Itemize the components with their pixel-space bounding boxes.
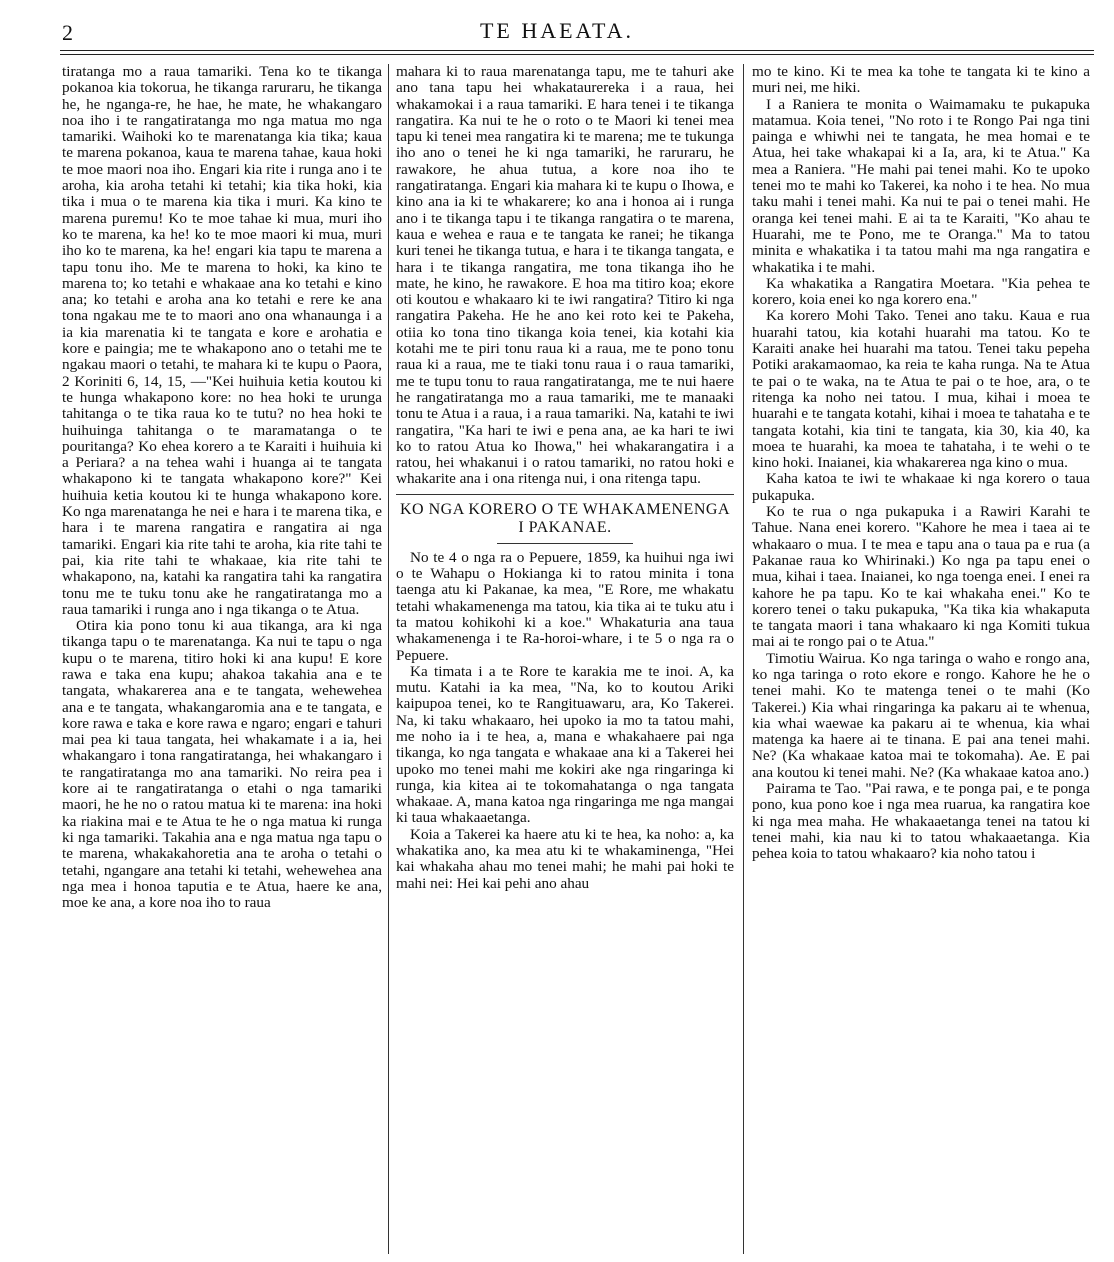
column-3 — [752, 64, 1090, 1256]
article-paragraph: Ka whakatika a Rangatira Moetara. "Kia pehea te korero, koia enei ko nga korero ena." — [752, 274, 1090, 309]
article-paragraph: I a Raniera te monita o Waimamaku te pukapuka matamua. Koia tenei, "No roto i te Rongo Pai nga tini painga e whiwhi nei te tangata, he mea homai e te Atua, hei take whakapai ki a Ia, ara, ki te Atua." Ka mea a Raniera. "He mahi pai tenei mahi. Ko te upoko tenei mo te mahi ko Takerei, ka noho i te hea. No mua taku mahi i tenei mahi. Ka nui te pai o tenei mahi. He oranga kei tenei mahi. E ai ta te Karaiti, "Ko ahau te Huarahi, me te Pono, me te Oranga." Ma to tatou minita e whakatika i ta tatou mahi ma nga rangatira e whakatika i te mahi. — [752, 95, 1090, 276]
article-paragraph: Kaha katoa te iwi te whakaae ki nga korero o taua pukapuka. — [752, 470, 1090, 504]
article-paragraph: Ka korero Mohi Tako. Tenei ano taku. Kaua e rua huarahi tatou, kia kotahi huarahi ma tatou. Ko te Karaiti anake hei huarahi ma tatou. Tenei taku pepeha Potiki arakamaomao, ka reia te kaha runga. Na te Atua te pai o te waka, na te Atua te pai o te hoe, ara, o te ritenga ka noho nei tatou. I mua, kihai i moea te huarahi e te tangata kotahi, kihai i moea te tahataha e te tangata kotahi, kia tini te tangata, kia 30, kia 40, ka moea te huarahi, ka moea te tahataha, i te wehi o te kino hoki. Inaianei, kia whakarerea nga kino o mua. — [752, 307, 1090, 472]
article-paragraph: No te 4 o nga ra o Pepuere, 1859, ka huihui nga iwi o te Wahapu o Hokianga ki to ratou minita i tona taenga atu ki Pakanae, ka mea, "E Rore, me whakatu tetahi whakamenenga ma tatou, kia tika ai te tuku atu i ta matou kohikohi ki a koe." Whakaturia ana taua whakamenenga i te Ra-horoi-whare, i te 5 o nga ra o Pepuere. — [396, 548, 734, 664]
section-heading: KO NGA KORERO O TE WHAKAMENENGA I PAKANAE. — [399, 500, 730, 536]
heading-underline — [497, 543, 632, 544]
article-paragraph: mahara ki to raua marenatanga tapu, me te tahuri ake ano tana tapu hei whakataurereka i a raua, hei whakamokai i a raua tamariki. E hara tenei i te tikanga rangatira. Ka nui te he o roto o te Maori ki tenei mea tapu ki tenei mea rangatira ki te marena; me te tukunga iho ano o tenei he ki nga tamariki, he raruraru, he rawakore, he ahua tutua, a kore noa iho te rangatiratanga. Engari kia mahara ki te kupu o Ihowa, e kino ana ia ki te whakarere; ko ana i honoa ai i runga ano i te tikanga tapu i te tikanga rangatira o te marena, kaua e wehea e raua e te tangata ke ranei; he tikanga kuri tenei he tikanga tutua, e hara i te tikanga tangata, e hara i te tikanga rangatira, me tona tikanga iho he mate, he kino, he rawakore. E hoa ma titiro koa; ekore oti koutou e whakaaro ki te iwi rangatira? Titiro ki nga rangatira Pakeha. He he ano kei roto kei te Pakeha, otiia ko tona tino tikanga koia tenei, kia kotahi kia kotahi me te piri tonu raua ki a raua, me te pono tonu raua ki a raua, me te tiaki tonu raua i o raua tamariki, me te tupu tonu to raua rangatiratanga, me te nui haere he rangatiratanga mo a raua tamariki, me te manaaki tonu te Atua i a raua, i a raua tamariki. Na, katahi te iwi rangatira, "Ka hari te iwi e pena ana, ae ka hari te iwi ko to ratou Atua ko Ihowa," hei whakarangatira i a ratou, hei whakanui i o ratou tamariki, no ratou hoki e whakarite ana i ona ritenga nui, i ona ritenga tapu. — [396, 64, 734, 488]
article-paragraph: Ko te rua o nga pukapuka i a Rawiri Karahi te Tahue. Nana enei korero. "Kahore he mea i taea ai te whakaaro o mua. I te mea e tapu ana o taua pa e rua (a Pakanae raua ko Whirinaki.) Ko nga pa tapu enei o mua, kihai i taea. Inaianei, ko nga toenga enei. I enei ra kahore he pa tapu. Ko te kai whakaha enei." Ko te korero tenei o taku pukapuka, "Ka tika kia whakaputa te tangata maori i tana whakaaro ki nga Komiti tukua mai ai te rongo pai o te Atua." — [752, 503, 1090, 651]
article-paragraph: Pairama te Tao. "Pai rawa, e te ponga pai, e te ponga pono, kua pono koe i nga mea ruarua, ka rangatira koe ki nga mea maha. He whakaaetanga tenei na tatou ki tenei mahi, kia nau ki to tatou whakaaetanga. Kia pehea koia to tatou whakaaro? kia noho tatou i — [752, 780, 1090, 863]
page-number: 2 — [62, 20, 73, 45]
header-rule — [60, 50, 1094, 51]
column-divider — [388, 64, 389, 1254]
article-paragraph: Ka timata i a te Rore te karakia me te inoi. A, ka mutu. Katahi ia ka mea, "Na, ko to koutou Ariki kaipupoa tenei, ko te Rangituawaru, ara, Ko Takerei. Na, ki taku whakaaro, hei upoko ia mo ta tatou mahi, me noho ia i te hea, a, mana e whakahaere pai nga tikanga, ko nga tangata e whakaae ana ki a Takerei hei upoko mo tenei mahi me kokiri ake nga ringaringa ki runga, kia kitea ai te tokomahatanga o nga tangata whakaae. A, mana katoa nga ringaringa me nga mangai ki taua whakaaetanga. — [396, 662, 734, 827]
article-paragraph: Koia a Takerei ka haere atu ki te hea, ka noho: a, ka whakatika ano, ka mea atu ki te whakaminenga, "Hei kai whakaha ahau mo tenei mahi; he mahi pai hoki te mahi nei: Hei kai pehi ano ahau — [396, 825, 734, 892]
section-rule — [396, 494, 734, 495]
article-paragraph: tiratanga mo a raua tamariki. Tena ko te tikanga pokanoa kia tokorua, he tikanga raruraru, he tikanga he, he nganga-re, he hae, he mate, he whakangaro noa iho i te rangatiratanga mo nga matua mo nga tamariki. Waihoki ko te marenatanga kia tika; kaua te marena pokanoa, kaua te marena tahae, kaua hoki te moe maori noa iho. Engari kia rite i runga ano i te aroha, kia aroha tetahi ki tetahi; kia tika hoki, kia tika i mua o te marena kia tika i muri. Ka kino te marena puremu! Ko te moe tahae ki mua, muri iho ko te marena, ka he! ko te moe maori ki mua, muri iho ko te marena, ka he! engari kia tapu te marena a tapu tonu iho. Me te marena to hoki, ka kino te marena to; ko tetahi e whakaae ana ko tetahi e kino ana; ko tetahi e aroha ana ko tetahi e rere ke ana tona ngakau me te to maori ano ona whanaunga i a ia kia marenatia ki te tangata e kore e arohatia e kore e paingia; me te whakapono ano o tetahi me te ngakau maori o tetahi, te mahara ki te kupu o Paora, 2 Koriniti 6, 14, 15, —"Kei huihuia ketia koutou ki te hunga whakapono kore: no hea hoki te urunga tahitanga o te tika raua ko te tutu? no hea hoki te huihuinga tahitanga o te maramatanga o te pouritanga? Ko ehea korero a te Karaiti i huihuia ki a Periara? a na tehea wahi i huanga ai te tangata whakapono ki te tangata whakapono kore?" Kei huihuia ketia koutou ki te hunga whakapono kore. Ko nga marenatanga he nei e hara i te marena tika, e hara i te marena rangatira e rangatira ai nga tamariki. Engari kia rite tahi te aroha, kia rite tahi te pai, kia rite tahi te whakaae, kia rite tahi te whakapono, na, katahi ka rangatira tahi ka rangatira tonu me te tuku tonu ake he rangatiratanga mo a raua tamariki i runga ano i nga tikanga o te Atua. — [62, 64, 382, 618]
article-paragraph: Timotiu Wairua. Ko nga taringa o waho e rongo ana, ko nga taringa o roto ekore e rongo. Kahore he he o tenei mahi. Ko te matenga tenei o te mahi (Ko Takerei.) Kia whai ringaringa ka pakaru ai te whenua, kia whai waewae ka pakaru ai te whenua, kia whai matenga ka haere ai te tinana. E pai ana tenei mahi. Ne? (Ka whakaae katoa mai te tokomaha). Ae. E pai ana koutou ki tenei mahi. Ne? (Ka whakaae katoa ano.) — [752, 649, 1090, 781]
column-1 — [62, 64, 382, 1256]
column-divider — [743, 64, 744, 1254]
newspaper-title: TE HAEATA. — [479, 18, 635, 43]
column-2 — [396, 64, 734, 1256]
masthead — [0, 0, 1114, 62]
header-rule-double — [60, 54, 1094, 55]
article-paragraph: Otira kia pono tonu ki aua tikanga, ara ki nga tikanga tapu o te marenatanga. Ka nui te tapu o nga kupu o te marena, titiro hoki ki ana kupu! E kore rawa e taka ena kupu; ahakoa takahia ana e te tangata, whakarerea ana e te tangata, wehewehea ana e te tangata, whakangaromia ana e te tangata, e kore rawa e taka e kore rawa e ngaro; engari e tahuri mai pea ki taua tangata, hei whakamate i a ia, hei whakangaro i tona rangatiratanga, hei whakangaro i te rangatiratanga mo ana tamariki. No reira pea i kore ai te rangatiratanga o etahi o nga tamariki maori, he he no o ratou matua ki te marena: ina hoki ka riakina mai e te Atua te he o nga matua ki runga ki nga tamariki. Takahia ana e nga matua nga tapu o te marena, whakakahoretia ana te aroha o tetahi o tetahi, ngangare ana tetahi ki tetahi, wehewehea ana nga mea i honoa taputia e te Atua, haere ke ana, moe ke ana, a kore noa iho to raua — [62, 617, 382, 912]
article-paragraph: mo te kino. Ki te mea ka tohe te tangata ki te kino a muri nei, me hiki. — [752, 64, 1090, 97]
